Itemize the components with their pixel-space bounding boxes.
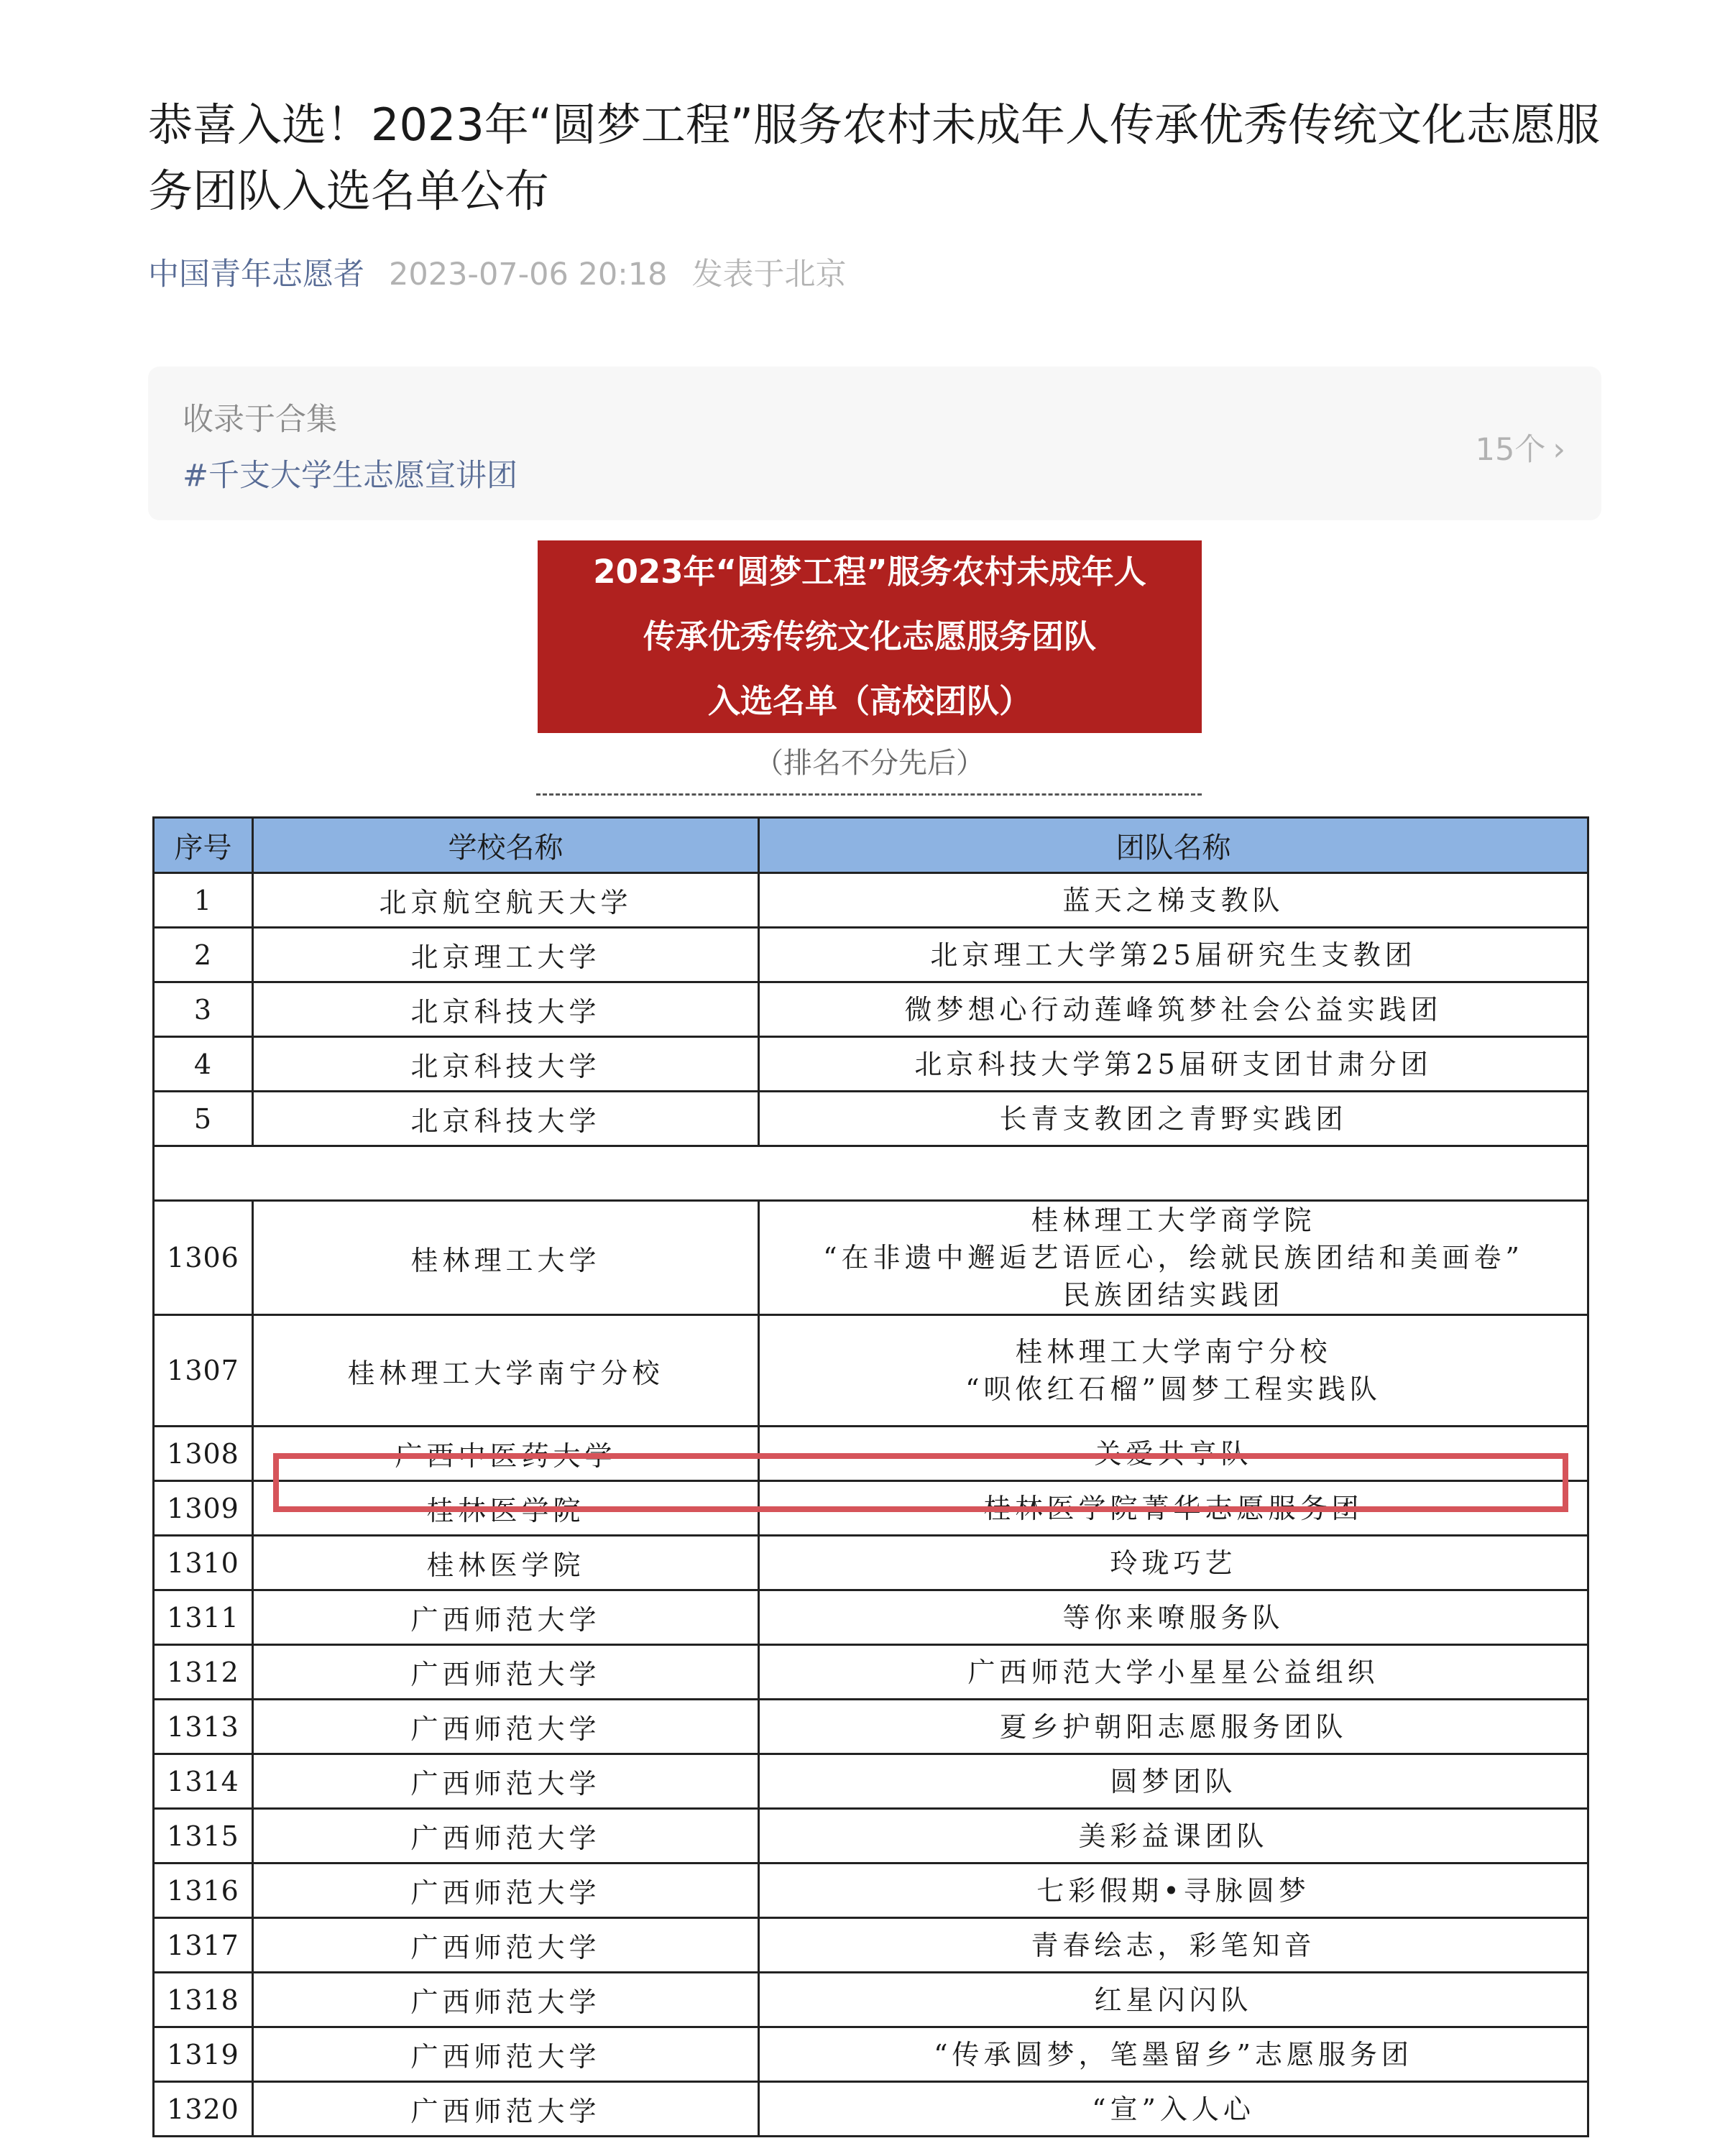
row-school: 广西师范大学	[253, 2027, 759, 2082]
collection-tag[interactable]: #千支大学生志愿宣讲团	[183, 458, 518, 494]
row-num: 1	[154, 873, 253, 928]
table-row	[154, 982, 1588, 1037]
table-row	[154, 2027, 1588, 2082]
row-school: 广西师范大学	[253, 1864, 759, 1918]
publish-time: 2023-07-06 20:18	[389, 257, 668, 292]
table-row	[154, 1700, 1588, 1754]
table-header-row	[154, 818, 1588, 873]
highlight-box	[273, 1453, 1568, 1512]
team-line: 七彩假期•寻脉圆梦	[1036, 1874, 1310, 1907]
row-num: 1319	[154, 2027, 253, 2082]
team-line: 等你来嘹服务队	[1062, 1601, 1284, 1634]
table-row	[154, 2082, 1588, 2137]
team-line: “在非遗中邂逅艺语匠心，绘就民族团结和美画卷”	[823, 1242, 1524, 1273]
row-num: 1306	[154, 1201, 253, 1315]
team-line: 玲珑巧艺	[1110, 1547, 1237, 1579]
table-row	[154, 1809, 1588, 1864]
row-team: 北京理工大学第25届研究生支教团	[759, 928, 1588, 982]
table-row	[154, 928, 1588, 982]
row-num: 1316	[154, 1864, 253, 1918]
row-num: 1311	[154, 1590, 253, 1645]
team-line: 广西师范大学小星星公益组织	[967, 1656, 1379, 1688]
table-row	[154, 1590, 1588, 1645]
team-line: 红星闪闪队	[1094, 1984, 1253, 2016]
row-team	[759, 2082, 1588, 2137]
banner-line: 2023年“圆梦工程”服务农村未成年人	[593, 553, 1146, 591]
row-school: 广西师范大学	[253, 1809, 759, 1864]
row-school: 桂林医学院	[253, 1481, 759, 1536]
row-num: 3	[154, 982, 253, 1037]
row-team	[759, 1918, 1588, 1973]
row-num: 5	[154, 1092, 253, 1146]
row-school: 广西师范大学	[253, 1973, 759, 2027]
row-team	[759, 1201, 1588, 1315]
row-school: 广西师范大学	[253, 1645, 759, 1700]
row-num: 1318	[154, 1973, 253, 2027]
row-school: 桂林医学院	[253, 1536, 759, 1590]
dashed-divider	[536, 793, 1202, 796]
team-line: 桂林理工大学南宁分校	[1015, 1336, 1332, 1368]
row-num: 1310	[154, 1536, 253, 1590]
row-school: 桂林理工大学	[253, 1201, 759, 1315]
table-row	[154, 1864, 1588, 1918]
team-line: 民族团结实践团	[1062, 1279, 1284, 1311]
row-school: 北京科技大学	[253, 1037, 759, 1092]
row-school: 桂林理工大学南宁分校	[253, 1315, 759, 1427]
row-school: 广西中医药大学	[253, 1427, 759, 1481]
author-link[interactable]: 中国青年志愿者	[148, 257, 364, 292]
row-school: 广西师范大学	[253, 1590, 759, 1645]
row-num: 1314	[154, 1754, 253, 1809]
row-team	[759, 1536, 1588, 1590]
team-line: 夏乡护朝阳志愿服务团队	[999, 1710, 1348, 1743]
table-row	[154, 1201, 1588, 1315]
row-school: 北京理工大学	[253, 928, 759, 982]
table-row	[154, 1092, 1588, 1146]
row-num: 1313	[154, 1700, 253, 1754]
article-meta	[148, 253, 846, 296]
table-row	[154, 873, 1588, 928]
row-team	[759, 1864, 1588, 1918]
table-break-cell	[154, 1146, 1588, 1201]
row-team: 蓝天之梯支教队	[759, 873, 1588, 928]
collection-label: 收录于合集	[183, 402, 337, 438]
table-row	[154, 1536, 1588, 1590]
team-line: “呗侬红石榴”圆梦工程实践队	[965, 1373, 1381, 1405]
publish-location: 发表于北京	[691, 257, 847, 292]
team-line: 关爱共享队	[1094, 1437, 1253, 1470]
row-school: 广西师范大学	[253, 1700, 759, 1754]
team-line: 美彩益课团队	[1078, 1820, 1269, 1852]
table-row	[154, 1037, 1588, 1092]
row-school: 广西师范大学	[253, 1754, 759, 1809]
article-title: 恭喜入选！2023年“圆梦工程”服务农村未成年人传承优秀传统文化志愿服务团队入选名单公布	[148, 98, 1601, 217]
table-row	[154, 1315, 1588, 1427]
collection-count-text: 15个	[1475, 432, 1546, 468]
banner-line: 入选名单（高校团队）	[707, 682, 1031, 720]
row-team: 微梦想心行动莲峰筑梦社会公益实践团	[759, 982, 1588, 1037]
row-team: 长青支教团之青野实践团	[759, 1092, 1588, 1146]
banner-note: （排名不分先后）	[755, 747, 985, 780]
row-num: 1315	[154, 1809, 253, 1864]
team-line: 桂林理工大学商学院	[1031, 1204, 1316, 1236]
table-row	[154, 1918, 1588, 1973]
row-team	[759, 2027, 1588, 2082]
team-line: “宣”入人心	[1092, 2093, 1255, 2125]
row-school: 北京科技大学	[253, 982, 759, 1037]
table-row	[154, 1645, 1588, 1700]
row-num: 1308	[154, 1427, 253, 1481]
team-line: 桂林医学院菁华志愿服务团	[983, 1492, 1363, 1524]
row-num: 1307	[154, 1315, 253, 1427]
row-team	[759, 1645, 1588, 1700]
row-num: 4	[154, 1037, 253, 1092]
header-num: 序号	[154, 818, 253, 873]
table-row	[154, 1973, 1588, 2027]
row-num: 1309	[154, 1481, 253, 1536]
collection-count[interactable]	[1476, 425, 1565, 469]
row-team	[759, 1973, 1588, 2027]
team-line: “传承圆梦，笔墨留乡”志愿服务团	[934, 2038, 1413, 2070]
row-num: 1317	[154, 1918, 253, 1973]
team-line: 青春绘志，彩笔知音	[1031, 1929, 1316, 1961]
row-school: 北京科技大学	[253, 1092, 759, 1146]
row-team	[759, 1809, 1588, 1864]
row-team	[759, 1700, 1588, 1754]
row-team	[759, 1590, 1588, 1645]
chevron-right-icon: ›	[1552, 431, 1565, 468]
header-school: 学校名称	[253, 818, 759, 873]
row-school: 广西师范大学	[253, 1918, 759, 1973]
header-team: 团队名称	[759, 818, 1588, 873]
row-team	[759, 1754, 1588, 1809]
table-row	[154, 1754, 1588, 1809]
banner-line: 传承优秀传统文化志愿服务团队	[643, 617, 1096, 655]
row-team	[759, 1315, 1588, 1427]
row-num: 2	[154, 928, 253, 982]
collection-card[interactable]	[148, 367, 1601, 520]
row-school: 广西师范大学	[253, 2082, 759, 2137]
row-num: 1320	[154, 2082, 253, 2137]
team-line: 圆梦团队	[1110, 1765, 1237, 1797]
row-school: 北京航空航天大学	[253, 873, 759, 928]
table-break	[154, 1146, 1588, 1201]
row-team: 北京科技大学第25届研支团甘肃分团	[759, 1037, 1588, 1092]
row-num: 1312	[154, 1645, 253, 1700]
list-banner	[538, 540, 1202, 733]
